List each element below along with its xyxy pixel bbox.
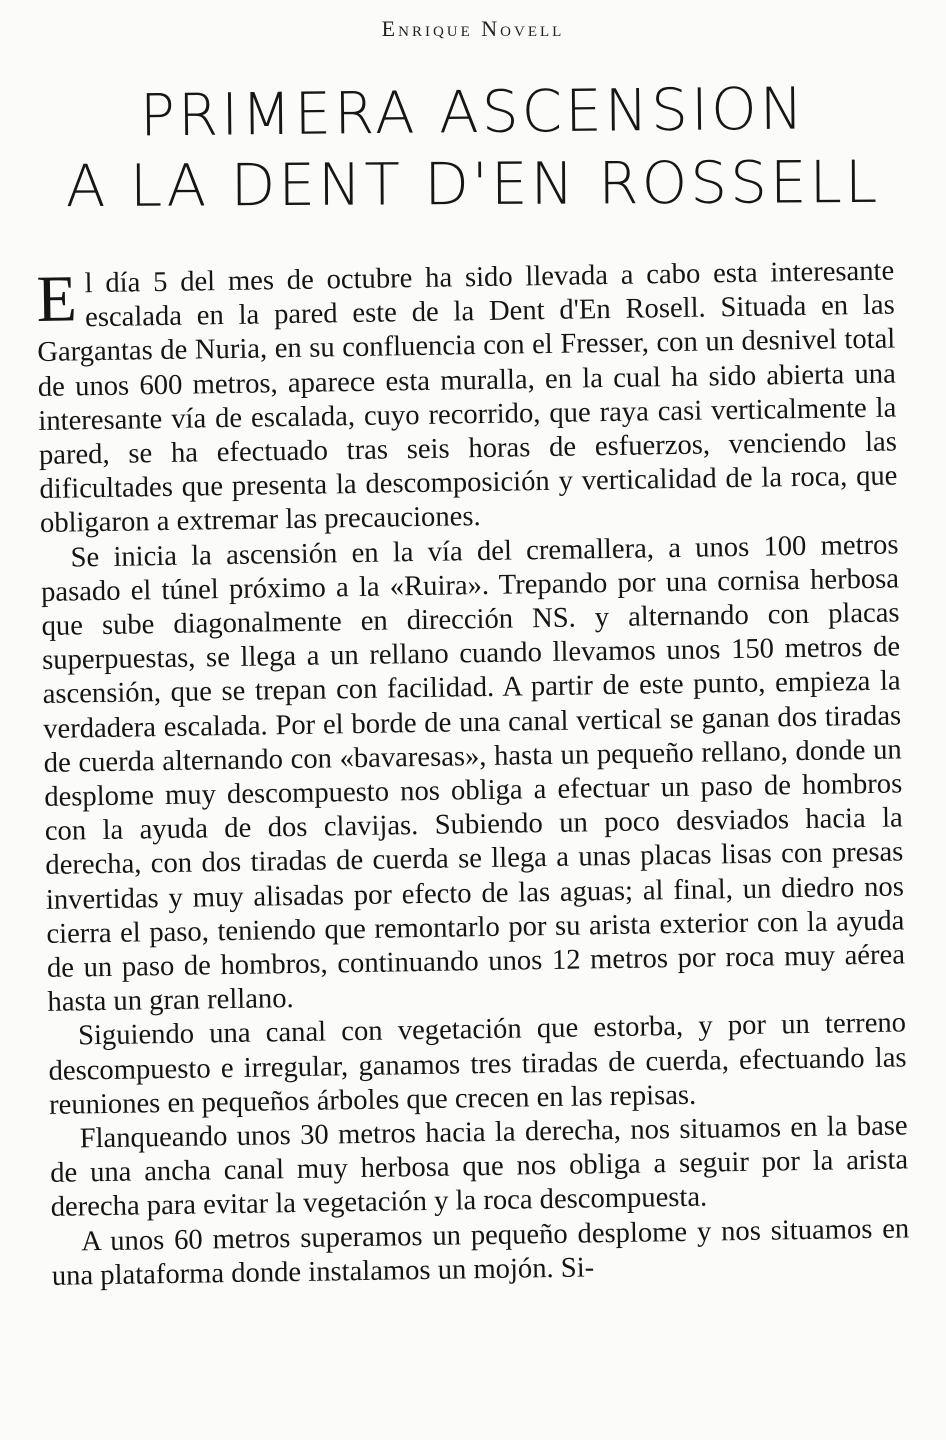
- paragraph-1-text: l día 5 del mes de octubre ha sido llevada a cabo esta interesante escalada en la pared este de la Dent d'En Rosell. Situada en las Gargantas de Nuria, en su confluencia con el Fresser, con un desnivel total de unos 600 metros, aparece esta muralla, en la cual ha sido abierta una interesante vía de escalada, cuyo recorrido, que raya casi verticalmente la pared, se ha efectuado tras seis horas de esfuerzos, venciendo las dificultades que presenta la descomposición y verticalidad de la roca, que obligaron a extremar las precauciones.: [37, 255, 898, 540]
- paragraph-2: Se inicia la ascensión en la vía del cremallera, a unos 100 metros pasado el túnel próximo a la «Ruira». Trepando por una cornisa herbosa que sube diagonalmente en dirección NS. y alternando con placas superpuestas, se llega a un rellano cuando llevamos unos 150 metros de ascensión, que se trepan con facilidad. A partir de este punto, empieza la verdadera escalada. Por el borde de una canal vertical se ganan dos tiradas de cuerda alternando con «bavaresas», hasta un pequeño rellano, donde un desplome muy descompuesto nos obliga a efectuar un paso de hombros con la ayuda de dos clavijas. Subiendo un poco desviados hacia la derecha, con dos tiradas de cuerda se llega a unas placas lisas con presas invertidas y muy alisadas por efecto de las aguas; al final, un diedro nos cierra el paso, teniendo que remontarlo por su arista exterior con la ayuda de un paso de hombros, continuando unos 12 metros por roca muy aérea hasta un gran rellano.: [40, 529, 906, 1019]
- title-line-1: PRIMERA ASCENSION: [139, 74, 807, 150]
- article-body: [36, 255, 912, 1428]
- drop-cap: E: [36, 262, 78, 336]
- paragraph-1: [36, 255, 898, 542]
- paragraph-5: A unos 60 metros superamos un pequeño desplome y nos situamos en una plataforma donde instalamos un mojón. Si-: [51, 1213, 910, 1292]
- paragraph-3: Siguiendo una canal con vegetación que estorba, y por un terreno descompuesto e irregular, ganamos tres tiradas de cuerda, efectuando las reuniones en pequeños árboles que crecen en las repisas.: [48, 1007, 907, 1121]
- paragraph-4: Flanqueando unos 30 metros hacia la derecha, nos situamos en la base de una ancha canal muy herbosa que nos obliga a seguir por la arista derecha para evitar la vegetación y la roca descompuesta.: [49, 1110, 909, 1224]
- title-line-2: A LA DENT D'EN ROSSELL: [65, 147, 881, 221]
- author-name: Enrique Novell: [381, 16, 565, 41]
